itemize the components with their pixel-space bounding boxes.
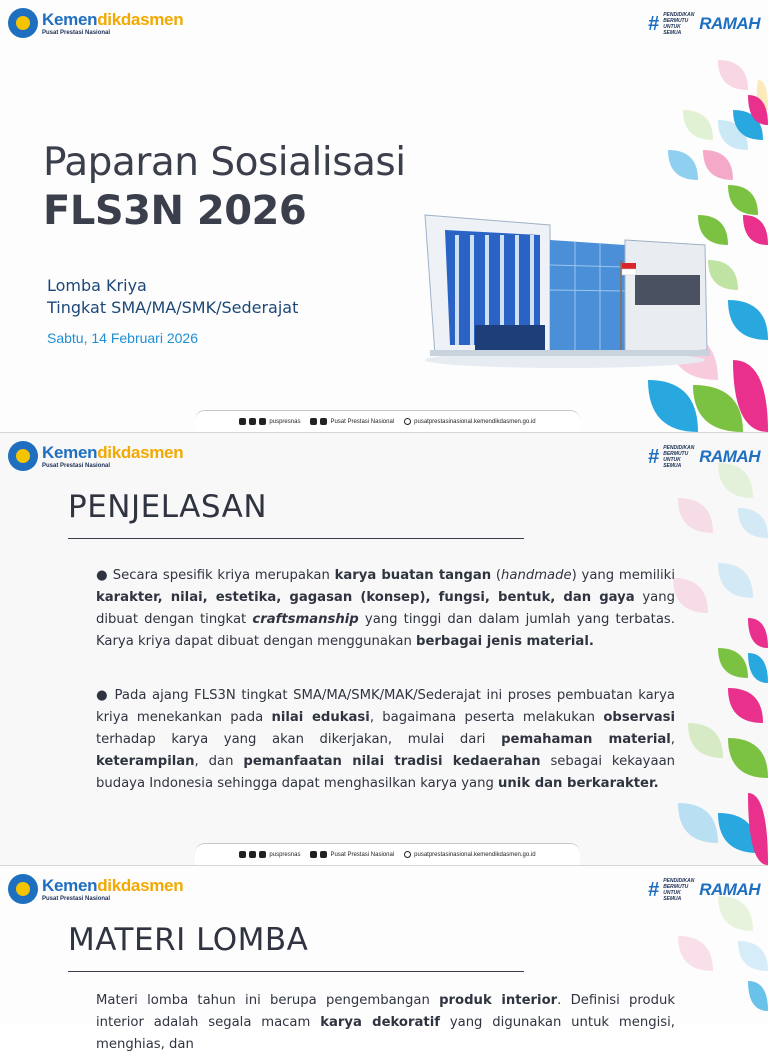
emphasis-run: berbagai jenis material.	[416, 634, 594, 649]
ramah-wordmark: RAMAH	[699, 447, 760, 466]
tut-wuri-handayani-emblem-icon	[8, 8, 38, 38]
paragraph-focus: ● Pada ajang FLS3N tingkat SMA/MA/SMK/MAK/Sederajat ini proses pembuatan karya kriya menekankan pada nilai edukasi, bagaimana peserta melakukan observasi terhadap karya yang akan dikerjakan, mulai dari pemahaman material, keterampilan, dan pemanfaatan nilai tradisi kedaerahan sebagai kekayaan budaya Indonesia sehingga dapat menghasilkan karya yang unik dan berkarakter.	[96, 688, 676, 791]
paragraph-materi: Materi lomba tahun ini berupa pengembangan produk interior. Definisi produk interior adalah segala macam karya dekoratif yang digunakan untuk mengisi, menghias, dan	[96, 993, 675, 1052]
slide-cover	[0, 0, 768, 432]
heading-underline	[68, 971, 524, 972]
cover-date: Sabtu, 14 Februari 2026	[47, 330, 198, 346]
slide-materi-lomba	[0, 866, 768, 1052]
x-icon[interactable]	[249, 851, 256, 858]
social-handle[interactable]: puspresnas	[269, 418, 301, 425]
tiktok-icon[interactable]	[259, 418, 266, 425]
brand-name: Kemendikdasmen	[42, 9, 184, 29]
emphasis-run: pemanfaatan nilai tradisi kedaerahan	[243, 754, 541, 769]
ramah-wordmark: RAMAH	[699, 880, 760, 899]
brand-subtitle: Pusat Prestasi Nasional	[42, 29, 111, 36]
tut-wuri-handayani-emblem-icon	[8, 874, 38, 904]
emphasis-run: keterampilan	[96, 754, 195, 769]
hashtag-icon: #	[648, 446, 660, 468]
emphasis-run: karya dekoratif	[320, 1015, 440, 1030]
youtube-icon[interactable]	[320, 418, 327, 425]
hashtag-icon: #	[648, 13, 660, 35]
emphasis-run: karya buatan tangan	[334, 568, 492, 583]
hashtag-icon: #	[648, 879, 660, 901]
emphasis-run: nilai edukasi	[271, 710, 370, 725]
channel-name[interactable]: Pusat Prestasi Nasional	[330, 418, 395, 425]
building-illustration	[415, 205, 715, 370]
tagline-text: PENDIDIKAN BERMUTU UNTUK SEMUA	[663, 878, 695, 902]
social-footer	[195, 410, 580, 432]
website-link[interactable]: pusatprestasinasional.kemendikdasmen.go.id	[414, 418, 536, 425]
cover-title-line2: FLS3N 2026	[43, 188, 307, 234]
emphasis-run: craftsmanship	[252, 612, 359, 627]
social-handle[interactable]: puspresnas	[269, 851, 301, 858]
slide-penjelasan	[0, 433, 768, 865]
instagram-icon[interactable]	[239, 851, 246, 858]
emphasis-run: unik dan berkarakter.	[498, 776, 659, 791]
section-heading: PENJELASAN	[68, 489, 268, 525]
emphasis-run: produk interior	[439, 993, 558, 1008]
brand-name: Kemendikdasmen	[42, 875, 184, 895]
brand-logo	[8, 8, 183, 38]
brand-logo	[8, 441, 183, 471]
facebook-icon[interactable]	[310, 851, 317, 858]
facebook-icon[interactable]	[310, 418, 317, 425]
tiktok-icon[interactable]	[259, 851, 266, 858]
website-link[interactable]: pusatprestasinasional.kemendikdasmen.go.id	[414, 851, 536, 858]
brand-subtitle: Pusat Prestasi Nasional	[42, 895, 111, 902]
channel-name[interactable]: Pusat Prestasi Nasional	[330, 851, 395, 858]
tut-wuri-handayani-emblem-icon	[8, 441, 38, 471]
brand-logo	[8, 874, 183, 904]
tagline-text: PENDIDIKAN BERMUTU UNTUK SEMUA	[663, 445, 695, 469]
cover-title-line1: Paparan Sosialisasi	[43, 140, 406, 185]
globe-icon	[404, 418, 411, 425]
section-heading: MATERI LOMBA	[68, 922, 309, 958]
emphasis-run: karakter, nilai, estetika, gagasan (konsep), fungsi, bentuk, dan gaya	[96, 590, 635, 605]
emphasis-run: pemahaman material	[501, 732, 671, 747]
instagram-icon[interactable]	[239, 418, 246, 425]
cover-subtitle: Lomba Kriya Tingkat SMA/MA/SMK/Sederajat	[47, 276, 299, 317]
social-footer	[195, 843, 580, 865]
globe-icon	[404, 851, 411, 858]
youtube-icon[interactable]	[320, 851, 327, 858]
paragraph-definition: ● Secara spesifik kriya merupakan karya buatan tangan (handmade) yang memiliki karakter, nilai, estetika, gagasan (konsep), fungsi, bentuk, dan gaya yang dibuat dengan tingkat craftsmanship yang tinggi dan dalam jumlah yang terbatas. Karya kriya dapat dibuat dengan menggunakan berbagai jenis material.	[96, 568, 675, 649]
ramah-wordmark: RAMAH	[699, 14, 760, 33]
heading-underline	[68, 538, 524, 539]
tagline-text: PENDIDIKAN BERMUTU UNTUK SEMUA	[663, 12, 695, 36]
brand-subtitle: Pusat Prestasi Nasional	[42, 462, 111, 469]
emphasis-run: observasi	[603, 710, 675, 725]
x-icon[interactable]	[249, 418, 256, 425]
emphasis-run: handmade	[501, 568, 572, 583]
brand-name: Kemendikdasmen	[42, 442, 184, 462]
